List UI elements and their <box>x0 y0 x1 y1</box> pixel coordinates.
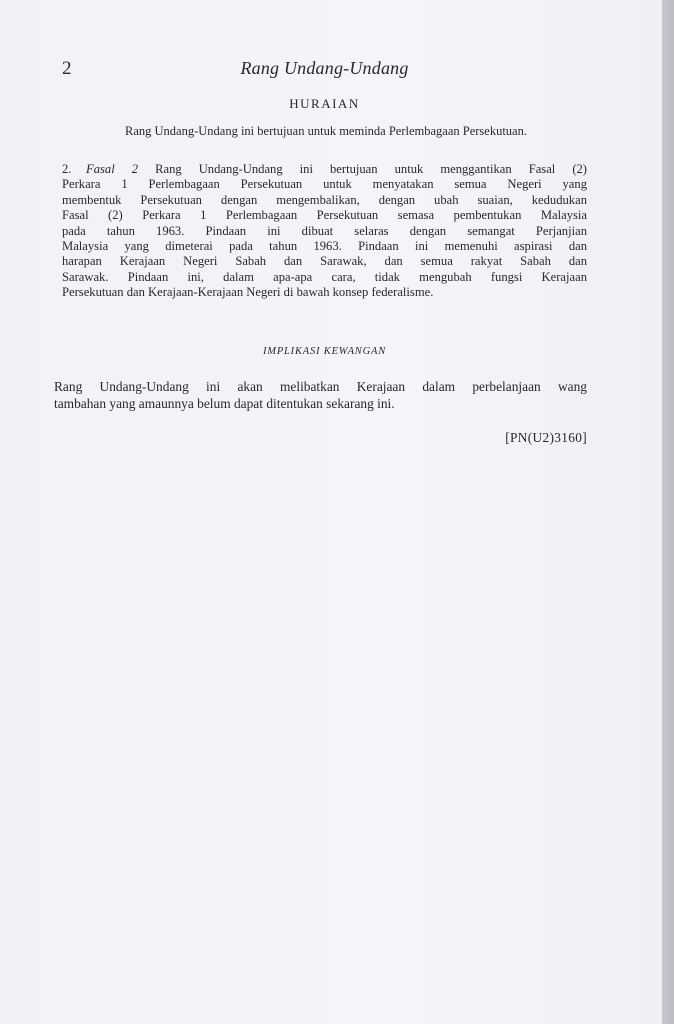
implication-line: tambahan yang amaunnya belum dapat ditentukan sekarang ini. <box>54 396 395 411</box>
clause-line: Malaysia yang dimeterai pada tahun 1963. Pindaan ini memenuhi aspirasi dan <box>62 239 587 254</box>
fasal-label: Fasal 2 <box>86 162 139 176</box>
running-title: Rang Undang-Undang <box>240 58 409 78</box>
clause-line: membentuk Persekutuan dengan mengembalikan, dengan ubah suaian, kedudukan <box>62 192 587 207</box>
page-edge <box>662 0 674 1024</box>
section-heading: HURAIAN <box>289 96 360 111</box>
reference-code: [PN(U2)3160] <box>505 430 587 445</box>
clause-paragraph <box>62 162 587 301</box>
implication-paragraph <box>54 378 587 412</box>
clause-line: Fasal (2) Perkara 1 Perlembagaan Persekutuan semasa pembentukan Malaysia <box>62 208 587 223</box>
implication-heading: IMPLIKASI KEWANGAN <box>262 346 387 357</box>
clause-number: 2. <box>62 162 72 176</box>
clause-line: pada tahun 1963. Pindaan ini dibuat selaras dengan semangat Perjanjian <box>62 223 587 238</box>
clause-line: Sarawak. Pindaan ini, dalam apa-apa cara, tidak mengubah fungsi Kerajaan <box>62 269 587 284</box>
clause-line: Perkara 1 Perlembagaan Persekutuan untuk menyatakan semua Negeri yang <box>62 177 587 192</box>
page-header <box>62 58 587 84</box>
clause-first-line-text: Rang Undang-Undang ini bertujuan untuk menggantikan Fasal (2) <box>155 162 587 176</box>
clause-line: Persekutuan dan Kerajaan-Kerajaan Negeri di bawah konsep federalisme. <box>62 285 434 300</box>
implication-line: Rang Undang-Undang ini akan melibatkan Kerajaan dalam perbelanjaan wang <box>54 379 587 394</box>
intro-paragraph: Rang Undang-Undang ini bertujuan untuk meminda Perlembagaan Persekutuan. <box>125 124 527 138</box>
clause-line: harapan Kerajaan Negeri Sabah dan Sarawak, dan semua rakyat Sabah dan <box>62 254 587 269</box>
page-number: 2 <box>62 58 72 79</box>
clause-line <box>62 162 587 177</box>
